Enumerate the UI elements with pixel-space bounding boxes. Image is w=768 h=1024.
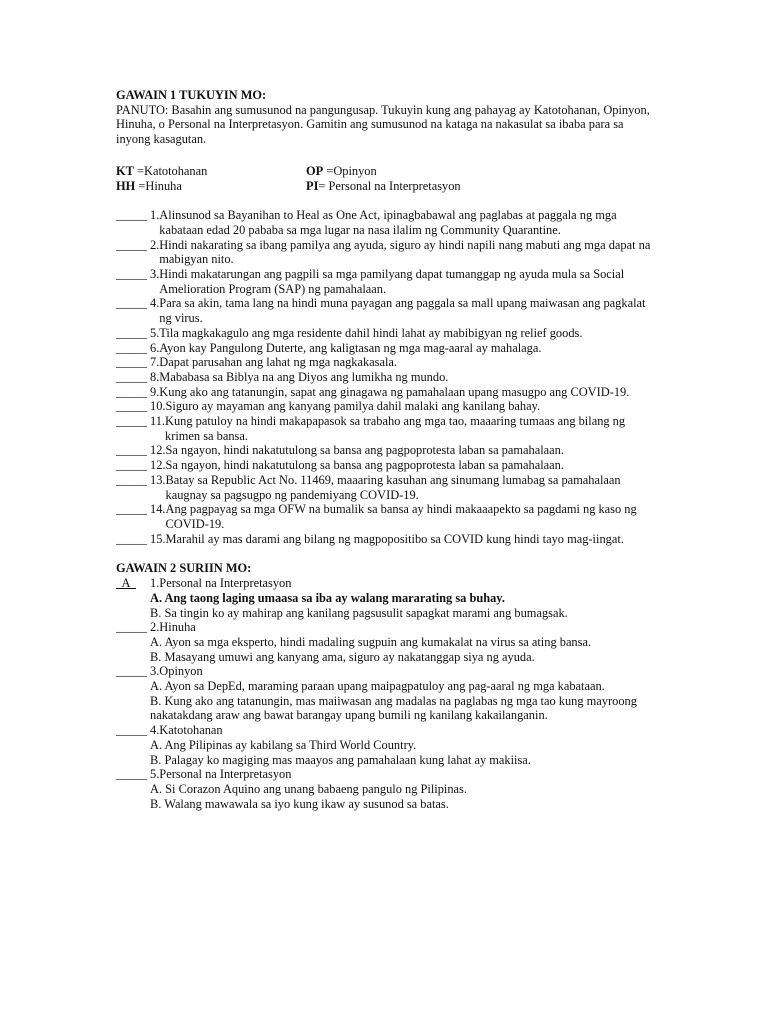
item-category: Katotohanan [159,723,223,738]
option-b: B. Walang mawawala sa iyo kung ikaw ay susunod sa batas. [150,796,449,811]
item-statement: Ayon kay Pangulong Duterte, ang kaligtasan ng mga mag-aaral ay mahalaga. [159,340,542,355]
gawain1-item [116,399,656,414]
item-statement: Alinsunod sa Bayanihan to Heal as One Act, ipinagbabawal ang paglabas at paggala ng mga kabataan edad 20 pababa sa mga lugar na nasa ilalim ng Community Quarantine. [159,208,617,237]
item-number: 15. [150,531,166,546]
item-number: 4. [150,296,160,311]
gawain2-section [116,561,656,811]
gawain2-item [116,723,656,767]
answer-blank[interactable]: _____ [116,384,147,399]
legend-hh: HH =Hinuha [116,178,182,193]
item-number: 5. [150,325,160,340]
answer-blank[interactable]: _____ [116,443,147,458]
item-statement: Para sa akin, tama lang na hindi muna payagan ang paggala sa mall upang maiwasan ang pagkalat ng virus. [159,296,646,326]
document-body [116,88,656,811]
item-number: 10. [150,399,166,414]
answer-blank[interactable]: _____ [116,237,147,252]
answer-blank[interactable]: _____ [116,458,147,473]
option-b: B. Palagay ko magiging mas maayos ang pamahalaan kung lahat ay makiisa. [150,752,531,767]
legend-kt: KT =Katotohanan [116,163,208,178]
gawain1-title: GAWAIN 1 TUKUYIN MO: [116,88,267,102]
gawain1-item [116,355,656,370]
answer-blank[interactable]: _____ [116,767,147,782]
gawain1-item [116,458,656,473]
gawain1-instructions: PANUTO: Basahin ang sumusunod na pangungusap. Tukuyin kung ang pahayag ay Katotohanan, Opinyon, Hinuha, o Personal na Interpretasyon. Gamitin ang sumusunod na kataga na nakasulat sa ibaba para sa inyong kasagutan. [116,102,650,147]
item-number: 12. [150,458,166,473]
item-number: 1. [150,576,160,591]
item-number: 13. [150,472,166,487]
item-statement: Ang pagpayag sa mga OFW na bumalik sa bansa ay hindi makaaapekto sa pagdami ng kaso ng COVID-19. [165,502,637,531]
gawain1-items [116,208,656,546]
item-category: Hinuha [159,620,196,635]
option-a: A. Si Corazon Aquino ang unang babaeng pangulo ng Pilipinas. [150,781,467,796]
item-statement: Tila magkakagulo ang mga residente dahil hindi lahat ay mabibigyan ng relief goods. [159,325,583,340]
item-number: 14. [150,502,166,517]
gawain1-item [116,502,656,531]
answer-blank[interactable]: _____ [116,399,147,414]
answer-blank[interactable]: A [116,576,136,591]
item-statement: Hindi makatarungan ang pagpili sa mga pamilyang dapat tumanggap ng ayuda mula sa Social Amelioration Program (SAP) ng pamahalaan. [159,267,625,296]
gawain1-item [116,370,656,385]
gawain2-title: GAWAIN 2 SURIIN MO: [116,561,252,576]
item-number: 3. [150,664,160,679]
option-b: B. Kung ako ang tatanungin, mas maiiwasan ang madalas na paglabas ng mga tao kung mayroong nakatakdang araw ang bawat barangay upang bumili ng kanilang kakailanganin. [150,693,637,723]
answer-key-legend [116,164,656,193]
gawain1-item [116,326,656,341]
answer-blank[interactable]: _____ [116,620,147,635]
item-number: 7. [150,355,160,370]
answer-blank[interactable]: _____ [116,267,147,282]
gawain1-item [116,414,656,443]
option-a: A. Ang Pilipinas ay kabilang sa Third World Country. [150,737,417,752]
answer-blank[interactable]: _____ [116,531,147,546]
gawain1-item [116,473,656,502]
gawain2-item [116,664,656,723]
item-number: 6. [150,340,160,355]
item-number: 8. [150,369,160,384]
gawain1-item [116,341,656,356]
item-number: 1. [150,208,160,223]
answer-blank[interactable]: _____ [116,414,147,429]
gawain2-item [116,576,656,620]
item-number: 4. [150,723,160,738]
option-a: A. Ayon sa mga eksperto, hindi madaling sugpuin ang kumakalat na virus sa ating bansa. [150,634,592,649]
gawain2-items [116,576,656,811]
gawain2-item [116,620,656,664]
gawain2-item [116,767,656,811]
item-number: 2. [150,237,160,252]
answer-blank[interactable]: _____ [116,208,147,223]
answer-blank[interactable]: _____ [116,472,147,487]
item-category: Opinyon [159,664,203,679]
answer-blank[interactable]: _____ [116,502,147,517]
item-category: Personal na Interpretasyon [159,767,292,782]
option-b: B. Sa tingin ko ay mahirap ang kanilang pagsusulit sapagkat marami ang bumagsak. [150,605,568,620]
item-statement: Hindi nakarating sa ibang pamilya ang ayuda, siguro ay hindi napili nang mabuti ang mga dapat na mabigyan nito. [159,237,651,267]
item-category: Personal na Interpretasyon [159,576,292,591]
item-statement: Dapat parusahan ang lahat ng mga nagkakasala. [159,355,398,370]
option-b: B. Masayang umuwi ang kanyang ama, siguro ay nakatanggap siya ng ayuda. [150,649,535,664]
answer-blank[interactable]: _____ [116,723,147,738]
item-number: 3. [150,267,160,282]
answer-blank[interactable]: _____ [116,355,147,370]
item-statement: Kung ako ang tatanungin, sapat ang ginagawa ng pamahalaan upang masugpo ang COVID-19. [159,384,630,399]
item-statement: Siguro ay mayaman ang kanyang pamilya dahil malaki ang kanilang bahay. [165,399,541,414]
item-statement: Sa ngayon, hindi nakatutulong sa bansa ang pagpoprotesta laban sa pamahalaan. [165,443,564,458]
answer-blank[interactable]: _____ [116,340,147,355]
gawain1-item [116,208,656,237]
gawain1-item [116,532,656,547]
item-number: 9. [150,384,160,399]
legend-op: OP =Opinyon [306,163,377,178]
item-number: 11. [150,414,166,429]
item-statement: Batay sa Republic Act No. 11469, maaaring kasuhan ang sinumang lumabag sa pamahalaan kaugnay sa pagsugpo ng pandemiyang COVID-19. [165,472,621,502]
item-statement: Mababasa sa Biblya na ang Diyos ang lumikha ng mundo. [159,369,449,384]
item-number: 5. [150,767,160,782]
legend-pi: PI= Personal na Interpretasyon [306,178,461,193]
answer-blank[interactable]: _____ [116,325,147,340]
answer-blank[interactable]: _____ [116,369,147,384]
item-statement: Marahil ay mas darami ang bilang ng magpopositibo sa COVID kung hindi tayo mag-iingat. [165,531,624,546]
item-number: 12. [150,443,166,458]
gawain1-item [116,238,656,267]
gawain1-item [116,296,656,325]
item-statement: Kung patuloy na hindi makapapasok sa trabaho ang mga tao, maaaring tumaas ang bilang ng krimen sa bansa. [165,414,626,443]
answer-blank[interactable]: _____ [116,296,147,311]
gawain1-item [116,443,656,458]
answer-blank[interactable]: _____ [116,664,147,679]
option-a: A. Ang taong laging umaasa sa iba ay walang mararating sa buhay. [150,590,505,605]
item-number: 2. [150,620,160,635]
gawain1-item [116,385,656,400]
option-a: A. Ayon sa DepEd, maraming paraan upang maipagpatuloy ang pag-aaral ng mga kabataan. [150,679,605,694]
item-statement: Sa ngayon, hindi nakatutulong sa bansa ang pagpoprotesta laban sa pamahalaan. [165,458,564,473]
gawain1-item [116,267,656,296]
